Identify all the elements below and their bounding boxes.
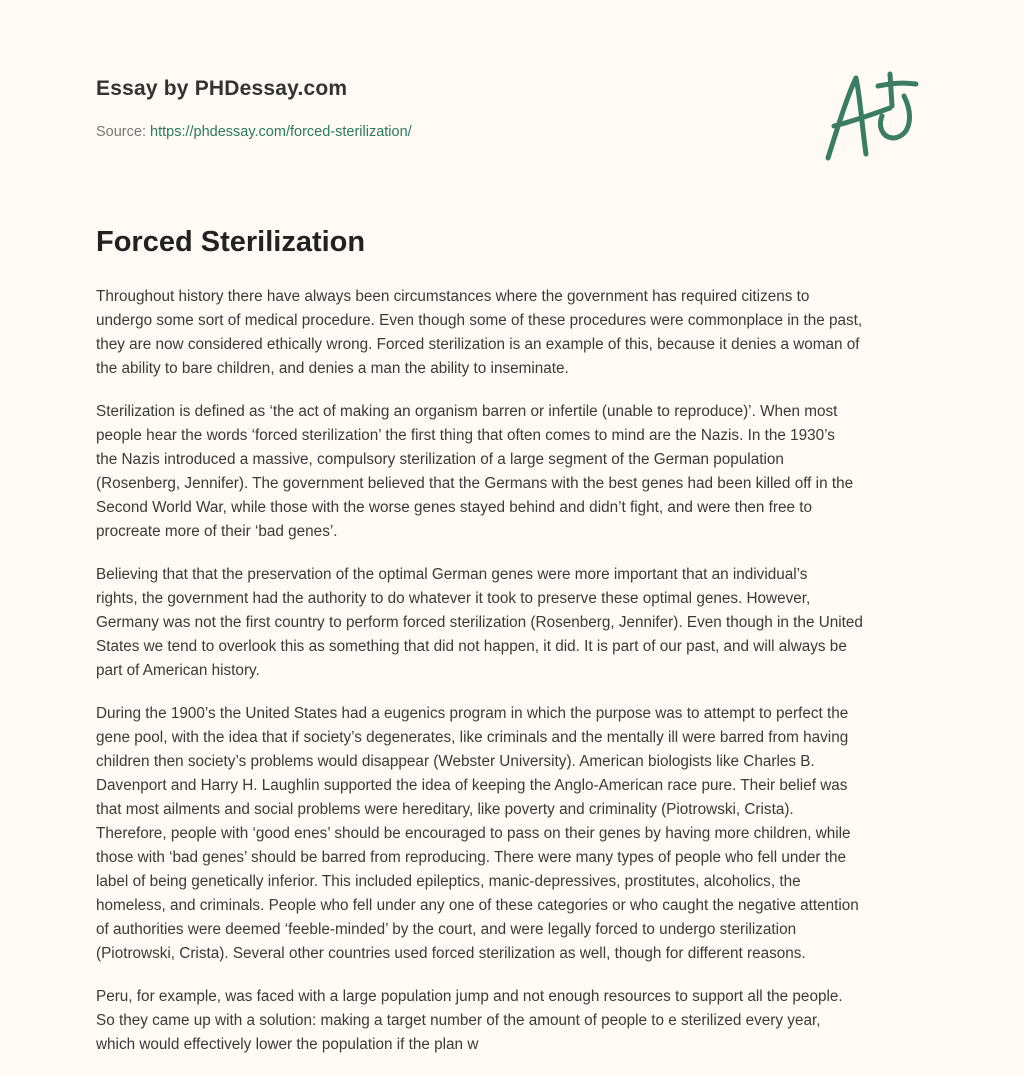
paragraph-line: Sterilization is defined as ‘the act of making an organism barren or infertile (unable to reproduce)’. When most xyxy=(96,403,838,420)
paragraph-line: those with ‘bad genes’ should be barred from reproducing. There were many types of people who fell under the xyxy=(96,849,846,866)
essay-title: Forced Sterilization xyxy=(96,226,366,258)
paragraph-line: (Piotrowski, Crista). Several other countries used forced sterilization as well, though for different reasons. xyxy=(96,945,806,962)
paragraph-line: the Nazis introduced a massive, compulsory sterilization of a large segment of the German population xyxy=(96,451,784,468)
paragraph-line: that most ailments and social problems were hereditary, like poverty and criminality (Piotrowski, Crista). xyxy=(96,801,794,818)
paragraph-line: Throughout history there have always been circumstances where the government has required citizens to xyxy=(96,288,810,305)
essay-paragraph xyxy=(96,400,946,544)
paragraph-line: Peru, for example, was faced with a large population jump and not enough resources to support all the people. xyxy=(96,988,843,1005)
paragraph-line: Second World War, while those with the worse genes stayed behind and didn’t fight, and were then free to xyxy=(96,499,812,516)
paragraph-line: During the 1900’s the United States had a eugenics program in which the purpose was to attempt to perfect the xyxy=(96,705,849,722)
paragraph-line: people hear the words ‘forced sterilization’ the first thing that often comes to mind are the Nazis. In the 1930’s xyxy=(96,427,835,444)
essay-paragraph xyxy=(96,985,946,1057)
essay-paragraph xyxy=(96,563,946,683)
essay-paragraph xyxy=(96,702,946,966)
paragraph-line: So they came up with a solution: making a target number of the amount of people to e sterilized every year, xyxy=(96,1012,821,1029)
paragraph-line: the ability to bare children, and denies a man the ability to inseminate. xyxy=(96,360,569,377)
paragraph-line: which would effectively lower the population if the plan w xyxy=(96,1036,479,1053)
paragraph-line: of authorities were deemed ‘feeble-minded’ by the court, and were legally forced to undergo sterilization xyxy=(96,921,797,938)
paragraph-line: (Rosenberg, Jennifer). The government believed that the Germans with the best genes had been killed off in the xyxy=(96,475,854,492)
paragraph-line: Davenport and Harry H. Laughlin supported the idea of keeping the Anglo-American race pure. Their belief was xyxy=(96,777,848,794)
paragraph-line: Believing that that the preservation of the optimal German genes were more important that an individual’s xyxy=(96,566,808,583)
source-line xyxy=(96,124,412,140)
a-plus-logo-icon xyxy=(820,66,930,166)
paragraph-line: children then society’s problems would disappear (Webster University). American biologists like Charles B. xyxy=(96,753,815,770)
essay-paragraph xyxy=(96,285,946,381)
essay-body xyxy=(96,285,946,1076)
paragraph-line: part of American history. xyxy=(96,662,260,679)
paragraph-line: procreate more of their ‘bad genes’. xyxy=(96,523,338,540)
paragraph-line: label of being genetically inferior. This included epileptics, manic-depressives, prostitutes, alcoholics, the xyxy=(96,873,801,890)
paragraph-line: they are now considered ethically wrong. Forced sterilization is an example of this, because it denies a woman of xyxy=(96,336,860,353)
paragraph-line: rights, the government had the authority to do whatever it took to preserve these optimal genes. However, xyxy=(96,590,811,607)
paragraph-line: Germany was not the first country to perform forced sterilization (Rosenberg, Jennifer). Even though in the United xyxy=(96,614,863,631)
paragraph-line: undergo some sort of medical procedure. Even though some of these procedures were commonplace in the past, xyxy=(96,312,863,329)
paragraph-line: gene pool, with the idea that if society’s degenerates, like criminals and the mentally ill were barred from having xyxy=(96,729,849,746)
source-label: Source: xyxy=(96,124,146,140)
paragraph-line: homeless, and criminals. People who fell under any one of these categories or who caught the negative attention xyxy=(96,897,859,914)
paragraph-line: Therefore, people with ‘good enes’ should be encouraged to pass on their genes by having more children, while xyxy=(96,825,851,842)
paragraph-line: States we tend to overlook this as something that did not happen, it did. It is part of our past, and will always be xyxy=(96,638,847,655)
source-link[interactable]: https://phdessay.com/forced-sterilization/ xyxy=(150,124,412,140)
site-brand: Essay by PHDessay.com xyxy=(96,77,348,100)
